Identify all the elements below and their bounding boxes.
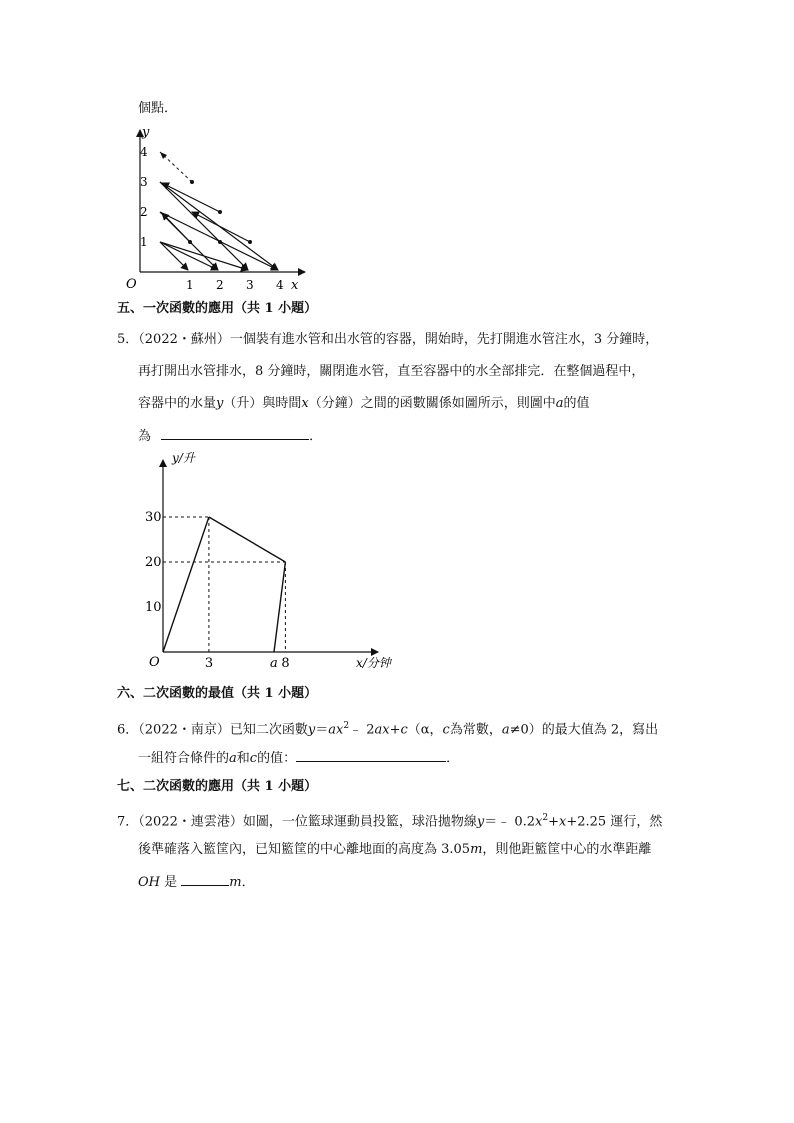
y-tick-1: 1 [140,235,148,249]
y-tick-2: 2 [140,205,148,219]
y-tick-30: 30 [145,510,162,525]
x-tick-3: 3 [204,656,214,671]
y-tick-10: 10 [145,600,162,615]
x-tick-2: 2 [216,278,224,292]
q5-line-1: 5．（2022・蘇州）一個裝有進水管和出水管的容器，開始時，先打開進水管注水，3 分鐘時， [117,332,659,347]
x-axis-label: x [291,278,299,293]
previous-question-tail: 個點． [138,101,178,116]
q7-line-1: 7．（2022・連雲港）如圖，一位籃球運動員投籃，球沿拋物線y＝﹣ $0.2x^2+x+2.25$ 運行，然 [117,813,663,830]
q7-line-2: 後準確落入籃筐內，已知籃筐的中心離地面的高度為 3.05m，則他距籃筐中心的水準距離 [138,842,652,857]
water-volume-chart [138,452,398,674]
y-axis-label: y [142,125,150,140]
q7-answer-blank[interactable] [181,873,229,886]
series-segment-2 [274,562,285,652]
arrow-graph [120,122,310,294]
q6-line-1: 6．（2022・南京）已知二次函數$y=ax^2﹣$ 2ax+c（α，c為常數，a≠0）的最大值為 2，寫出 [117,721,659,738]
q5-answer-blank[interactable] [161,427,309,440]
x-tick-4: 4 [276,278,284,292]
x-tick-a: a [270,656,278,671]
q5-line-2: 再打開出水管排水，8 分鐘時，關閉進水管，直至容器中的水全部排完．在整個過程中， [138,364,645,379]
section-7-heading: 七、二次函數的應用（共 1 小題） [117,779,318,794]
x-tick-1: 1 [186,278,194,292]
lattice-points [188,180,252,244]
series-segment-1 [209,517,286,562]
q5-line-3: 容器中的水量y（升）與時間x（分鐘）之間的函數關係如圖所示，則圖中a的值 [138,396,590,411]
y-tick-20: 20 [145,555,162,570]
q7-line-3: OH 是 m． [138,875,255,890]
q6-line-2: 一組符合條件的a和c的值： ． [138,751,460,766]
x-tick-3: 3 [246,278,254,292]
y-axis-label: y/升 [172,452,195,465]
y-tick-3: 3 [140,175,148,189]
y-tick-4: 4 [140,145,148,159]
q5-line-4: 為 ． [138,429,323,444]
x-tick-8: 8 [281,656,290,671]
series-segment-0 [163,517,209,652]
x-axis-label: x/分钟 [356,656,391,670]
arrow-lines [160,182,278,270]
section-5-heading: 五、一次函數的應用（共 1 小題） [117,301,318,316]
q6-answer-blank[interactable] [296,749,446,762]
section-6-heading: 六、二次函數的最值（共 1 小題） [117,686,318,701]
origin-label: O [149,655,160,670]
origin-label: O [126,277,137,292]
